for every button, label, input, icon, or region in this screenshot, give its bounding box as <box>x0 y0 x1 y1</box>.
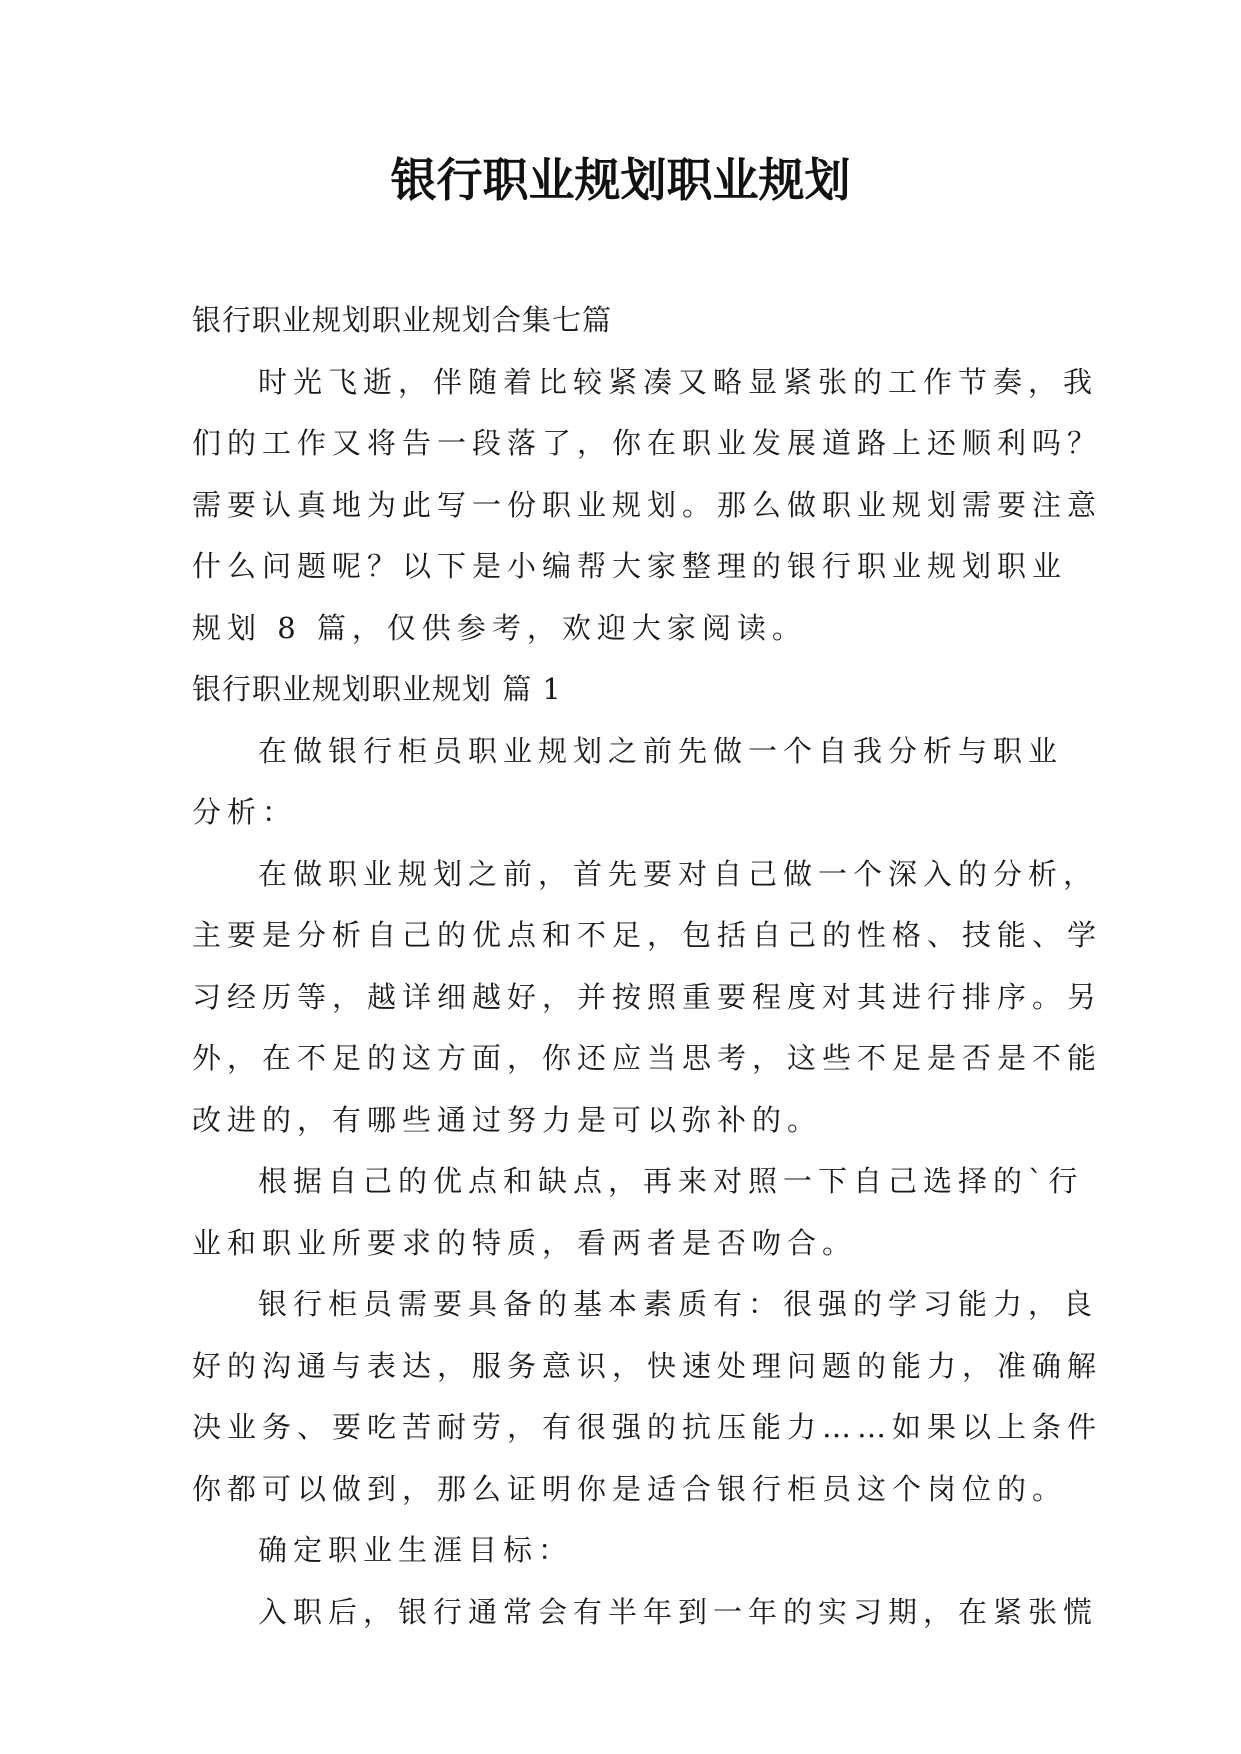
paragraph-line: 主要是分析自己的优点和不足，包括自己的性格、技能、学 <box>192 918 1103 952</box>
paragraph-line: 决业务、要吃苦耐劳，有很强的抗压能力……如果以上条件 <box>192 1410 1103 1444</box>
subtitle-line: 银行职业规划职业规划合集七篇 <box>192 303 613 337</box>
paragraph-line: 入职后，银行通常会有半年到一年的实习期，在紧张慌 <box>258 1594 1099 1629</box>
paragraph-line: 们的工作又将告一段落了，你在职业发展道路上还顺利吗？ <box>192 426 1103 460</box>
paragraph-line: 外，在不足的这方面，你还应当思考，这些不足是否是不能 <box>192 1041 1103 1075</box>
paragraph-line: 需要认真地为此写一份职业规划。那么做职业规划需要注意 <box>192 487 1103 522</box>
paragraph-line: 好的沟通与表达，服务意识，快速处理问题的能力，准确解 <box>192 1348 1103 1383</box>
document-body <box>192 290 1103 1643</box>
paragraph-line: 时光飞逝，伴随着比较紧凑又略显紧张的工作节奏，我 <box>258 364 1099 399</box>
paragraph-line: 确定职业生涯目标： <box>258 1533 574 1567</box>
paragraph-line: 银行柜员需要具备的基本素质有：很强的学习能力，良 <box>258 1287 1099 1321</box>
paragraph-line: 习经历等，越详细越好，并按照重要程度对其进行排序。另 <box>192 979 1103 1014</box>
document-title: 银行职业规划职业规划 <box>390 153 851 207</box>
paragraph-line: 分析： <box>192 795 298 829</box>
paragraph-line: 根据自己的优点和缺点，再来对照一下自己选择的`行 <box>258 1164 1084 1198</box>
paragraph-line: 什么问题呢？以下是小编帮大家整理的银行职业规划职业 <box>192 549 1068 583</box>
paragraph-line: 业和职业所要求的特质，看两者是否吻合。 <box>192 1225 858 1260</box>
paragraph-line: 你都可以做到，那么证明你是适合银行柜员这个岗位的。 <box>192 1471 1068 1506</box>
paragraph-line: 在做银行柜员职业规划之前先做一个自我分析与职业 <box>258 733 1064 768</box>
paragraph-line: 改进的，有哪些通过努力是可以弥补的。 <box>192 1102 823 1137</box>
section-heading: 银行职业规划职业规划 篇 1 <box>192 672 562 706</box>
paragraph-line: 规划 8 篇，仅供参考，欢迎大家阅读。 <box>192 610 807 645</box>
paragraph-line: 在做职业规划之前，首先要对自己做一个深入的分析， <box>258 856 1099 891</box>
